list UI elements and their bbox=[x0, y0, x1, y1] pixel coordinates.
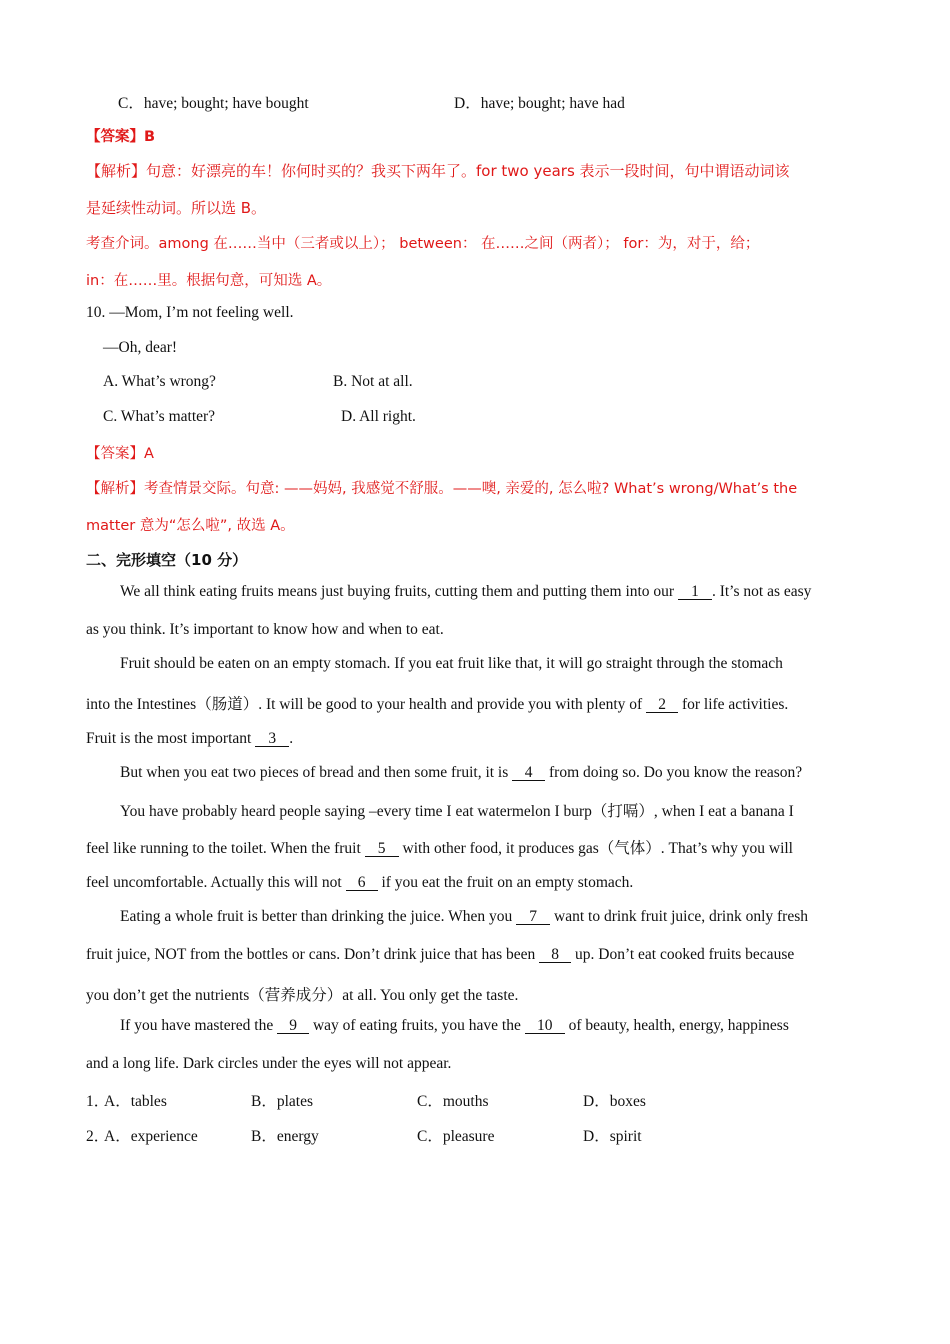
q9-answer: 【答案】B bbox=[86, 129, 156, 145]
q9-extra-line-1: 考查介词。among 在……当中（三者或以上）； between： 在……之间（两者）； for：为，对于，给； bbox=[86, 236, 760, 252]
choice-d: D．boxes bbox=[583, 1093, 646, 1110]
passage-line: feel uncomfortable. Actually this will not 6 if you eat the fruit on an empty stomach. bbox=[86, 874, 634, 891]
blank-2: 2 bbox=[646, 697, 678, 713]
q9-analysis-line-1: 【解析】句意：好漂亮的车！你何时买的？我买下两年了。for two years 表示一段时间，句中谓语动词该 bbox=[86, 162, 790, 180]
passage-line: feel like running to the toilet. When the fruit 5 with other food, it produces gas（气体）. That’s why you will bbox=[86, 840, 793, 857]
choice-number: 1． bbox=[86, 1093, 110, 1110]
passage-line: We all think eating fruits means just buying fruits, cutting them and putting them into our 1 . It’s not as easy bbox=[120, 583, 812, 600]
passage-line: Fruit should be eaten on an empty stomach. If you eat fruit like that, it will go straight through the stomach bbox=[120, 655, 783, 672]
q10-option-d: D. All right. bbox=[341, 408, 416, 425]
q10-analysis-line-1: 【解析】考查情景交际。句意: ——妈妈, 我感觉不舒服。——噢, 亲爱的, 怎么啦? What’s wrong/What’s the bbox=[86, 481, 798, 497]
q10-reply: —Oh, dear! bbox=[103, 339, 178, 356]
blank-5: 5 bbox=[365, 841, 399, 857]
blank-9: 9 bbox=[277, 1018, 309, 1034]
passage-line: But when you eat two pieces of bread and then some fruit, it is 4 from doing so. Do you know the reason? bbox=[120, 764, 803, 781]
choice-c: C．pleasure bbox=[417, 1128, 495, 1145]
choice-row-2 bbox=[0, 1124, 950, 1146]
passage-line: If you have mastered the 9 way of eating fruits, you have the 10 of beauty, health, energy, happiness bbox=[120, 1017, 789, 1034]
q10-analysis-line-2: matter 意为“怎么啦”, 故选 A。 bbox=[86, 518, 295, 534]
q10-stem: 10. —Mom, I’m not feeling well. bbox=[86, 304, 294, 321]
passage-line: into the Intestines（肠道）. It will be good to your health and provide you with plenty of 2 for life activities. bbox=[86, 696, 789, 713]
blank-10: 10 bbox=[525, 1018, 565, 1034]
passage-line: and a long life. Dark circles under the eyes will not appear. bbox=[86, 1055, 452, 1072]
choice-a: A．experience bbox=[104, 1128, 198, 1145]
q9-analysis-line-2: 是延续性动词。所以选 B。 bbox=[86, 199, 267, 217]
choice-b: B．plates bbox=[251, 1093, 313, 1110]
q10-option-b: B. Not at all. bbox=[333, 373, 413, 390]
q9-extra-line-2: in：在……里。根据句意，可知选 A。 bbox=[86, 273, 332, 289]
choice-d: D．spirit bbox=[583, 1128, 642, 1145]
passage-line: Eating a whole fruit is better than drinking the juice. When you 7 want to drink fruit juice, drink only fresh bbox=[120, 908, 809, 925]
blank-8: 8 bbox=[539, 947, 571, 963]
passage-line: Fruit is the most important 3 . bbox=[86, 730, 294, 747]
choice-a: A．tables bbox=[104, 1093, 167, 1110]
choice-b: B．energy bbox=[251, 1128, 319, 1145]
q9-option-d: D．have; bought; have had bbox=[454, 95, 625, 112]
q10-option-c: C. What’s matter? bbox=[103, 408, 216, 425]
blank-1: 1 bbox=[678, 584, 712, 600]
passage-line: fruit juice, NOT from the bottles or cans. Don’t drink juice that has been 8 up. Don’t eat cooked fruits because bbox=[86, 946, 795, 963]
blank-4: 4 bbox=[512, 765, 545, 781]
blank-3: 3 bbox=[255, 731, 289, 747]
q9-option-c: C．have; bought; have bought bbox=[118, 95, 309, 112]
blank-6: 6 bbox=[346, 875, 378, 891]
q10-option-a: A. What’s wrong? bbox=[103, 373, 216, 390]
choice-row-1 bbox=[0, 1089, 950, 1111]
passage-line: you don’t get the nutrients（营养成分）at all. You only get the taste. bbox=[86, 987, 519, 1004]
blank-7: 7 bbox=[516, 909, 550, 925]
choice-c: C．mouths bbox=[417, 1093, 489, 1110]
passage-line: You have probably heard people saying –every time I eat watermelon I burp（打嗝）, when I eat a banana I bbox=[120, 803, 794, 820]
section-title: 二、完形填空（10 分） bbox=[86, 551, 248, 569]
passage-line: as you think. It’s important to know how and when to eat. bbox=[86, 621, 444, 638]
q10-answer: 【答案】A bbox=[86, 446, 154, 462]
choice-number: 2． bbox=[86, 1128, 110, 1145]
